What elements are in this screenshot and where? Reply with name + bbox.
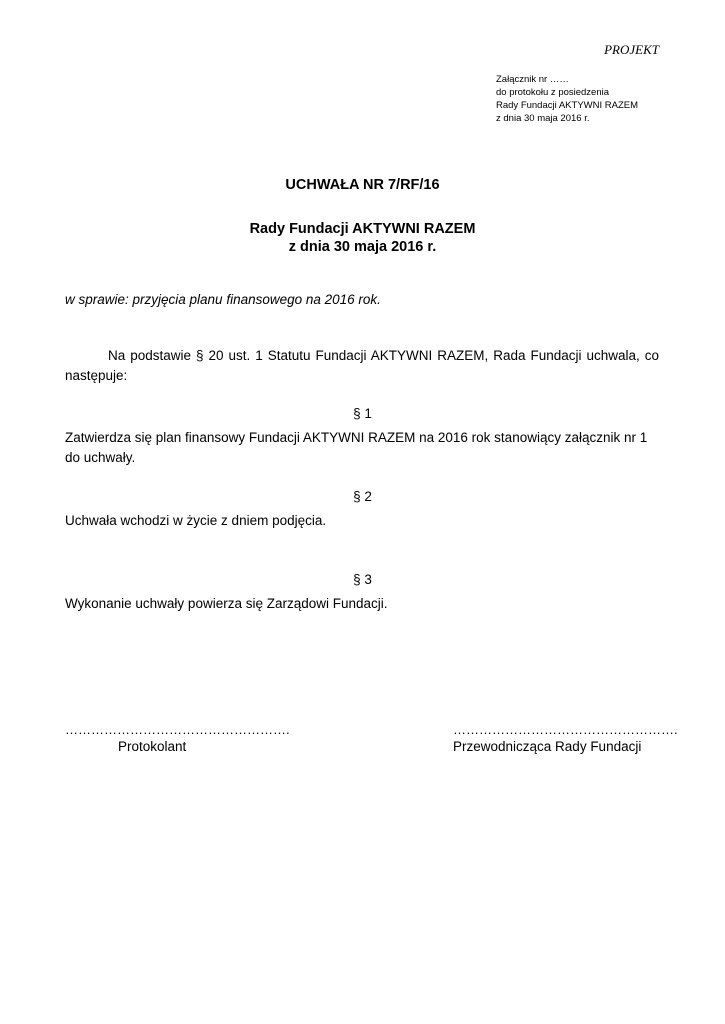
attachment-line: do protokołu z posiedzenia	[496, 87, 610, 98]
signature-line-recorder: …………………………………………….	[65, 722, 290, 737]
attachment-line: z dnia 30 maja 2016 r.	[496, 113, 590, 124]
section-text-1: Zatwierdza się plan finansowy Fundacji AKTYWNI RAZEM na 2016 rok stanowiący załącznik nr 1 do uchwały.	[65, 430, 648, 465]
section-text-2: Uchwała wchodzi w życie z dniem podjęcia.	[65, 513, 327, 528]
resolution-subject: w sprawie: przyjęcia planu finansowego na 2016 rok.	[65, 292, 381, 307]
section-mark-2: § 2	[353, 489, 372, 504]
signature-label-recorder: Protokolant	[118, 739, 187, 754]
signature-label-chair: Przewodnicząca Rady Fundacji	[453, 739, 642, 754]
legal-basis: Na podstawie § 20 ust. 1 Statutu Fundacji AKTYWNI RAZEM, Rada Fundacji uchwala, co następuje:	[65, 348, 659, 383]
document-status: PROJEKT	[604, 42, 659, 57]
attachment-line: Załącznik nr ……	[496, 74, 569, 85]
resolution-date: z dnia 30 maja 2016 r.	[288, 239, 437, 255]
section-mark-3: § 3	[353, 572, 372, 587]
attachment-line: Rady Fundacji AKTYWNI RAZEM	[496, 100, 639, 111]
resolution-body: Rady Fundacji AKTYWNI RAZEM	[249, 221, 476, 237]
resolution-number: UCHWAŁA NR 7/RF/16	[285, 177, 440, 193]
attachment-note	[496, 73, 638, 125]
signature-line-chair: …………………………………………….	[453, 722, 678, 737]
section-text-3: Wykonanie uchwały powierza się Zarządowi Fundacji.	[65, 596, 388, 611]
section-mark-1: § 1	[353, 406, 372, 421]
